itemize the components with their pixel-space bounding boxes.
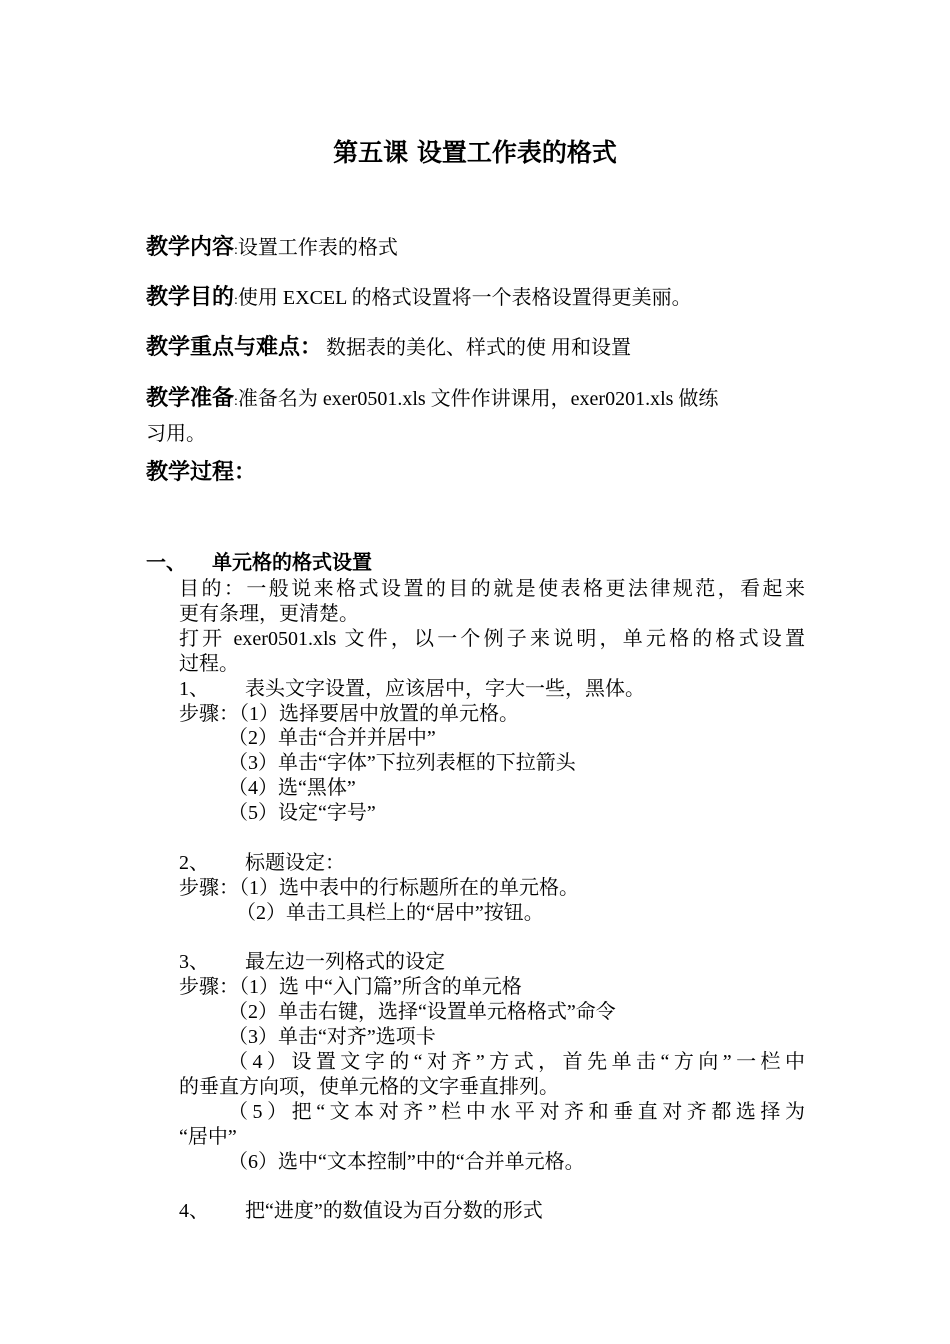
meta-prep-label: 教学准备 bbox=[146, 386, 235, 411]
item-4-number: 4、 bbox=[179, 1200, 209, 1222]
open-line-2: 过程。 bbox=[179, 653, 239, 675]
meta-goal bbox=[146, 280, 816, 319]
item-3-step-continued: 的垂直方向项，使单元格的文字垂直排列。 bbox=[179, 1076, 559, 1098]
meta-content bbox=[146, 230, 816, 269]
item-1-step: （4）选“黑体” bbox=[228, 777, 356, 799]
meta-prep-sep: : bbox=[234, 394, 238, 409]
meta-process-label: 教学过程： bbox=[146, 460, 257, 485]
section-title: 单元格的格式设置 bbox=[212, 550, 372, 574]
item-1-text: 表头文字设置，应该居中，字大一些，黑体。 bbox=[245, 678, 645, 700]
purpose-line-1: 目的：一般说来格式设置的目的就是使表格更法律规范，看起来 bbox=[179, 578, 805, 600]
meta-prep-continued bbox=[146, 416, 816, 452]
item-3-step: （2）单击右键，选择“设置单元格格式”命令 bbox=[228, 1001, 616, 1023]
meta-prep-value: 准备名为 exer0501.xls 文件作讲课用，exer0201.xls 做练 bbox=[237, 388, 719, 410]
item-3-number: 3、 bbox=[179, 951, 209, 973]
meta-focus-label: 教学重点与难点： bbox=[146, 335, 323, 360]
item-1-step: （2）单击“合并并居中” bbox=[228, 727, 436, 749]
item-4-text: 把“进度”的数值设为百分数的形式 bbox=[245, 1200, 543, 1222]
item-1-step: （5）设定“字号” bbox=[228, 802, 376, 824]
open-line-1: 打开 exer0501.xls 文件，以一个例子来说明，单元格的格式设置 bbox=[179, 628, 805, 650]
item-2-text: 标题设定： bbox=[245, 852, 345, 874]
purpose-line-2: 更有条理，更清楚。 bbox=[179, 603, 359, 625]
item-1-number: 1、 bbox=[179, 678, 209, 700]
item-3-text: 最左边一列格式的设定 bbox=[245, 951, 445, 973]
meta-goal-value: 使用 EXCEL 的格式设置将一个表格设置得更美丽。 bbox=[237, 287, 692, 309]
item-3-step: 步骤：（1）选 中“入门篇”所含的单元格 bbox=[179, 976, 522, 998]
meta-content-sep: : bbox=[234, 243, 238, 258]
meta-goal-label: 教学目的 bbox=[146, 285, 235, 310]
meta-content-value: 设置工作表的格式 bbox=[237, 237, 398, 259]
meta-focus bbox=[146, 330, 816, 366]
meta-focus-value: 数据表的美化、样式的使 用和设置 bbox=[326, 337, 632, 359]
item-3-step: （6）选中“文本控制”中的“合并单元格。 bbox=[228, 1151, 585, 1173]
section-heading bbox=[146, 546, 372, 575]
item-1-step: （3）单击“字体”下拉列表框的下拉箭头 bbox=[228, 752, 576, 774]
item-3-step-continued: “居中” bbox=[179, 1126, 237, 1148]
item-1-step: 步骤：（1）选择要居中放置的单元格。 bbox=[179, 703, 519, 725]
item-3-step: （4）设置文字的“对齐”方式，首先单击“方向”一栏中 bbox=[228, 1051, 805, 1073]
meta-prep-value-2: 习用。 bbox=[146, 423, 206, 445]
item-3-step: （5）把“文本对齐”栏中水平对齐和垂直对齐都选择为 bbox=[228, 1101, 805, 1123]
item-3-step: （3）单击“对齐”选项卡 bbox=[228, 1026, 436, 1048]
item-2-step: （2）单击工具栏上的“居中”按钮。 bbox=[236, 902, 544, 924]
item-2-step: 步骤：（1）选中表中的行标题所在的单元格。 bbox=[179, 877, 579, 899]
item-2-number: 2、 bbox=[179, 852, 209, 874]
meta-prep bbox=[146, 381, 816, 420]
meta-goal-sep: : bbox=[234, 293, 238, 308]
page-title: 第五课 设置工作表的格式 bbox=[333, 138, 617, 167]
meta-content-label: 教学内容 bbox=[146, 235, 235, 260]
item-4-heading bbox=[179, 1194, 543, 1223]
meta-process bbox=[146, 455, 816, 491]
section-number: 一、 bbox=[146, 550, 186, 574]
